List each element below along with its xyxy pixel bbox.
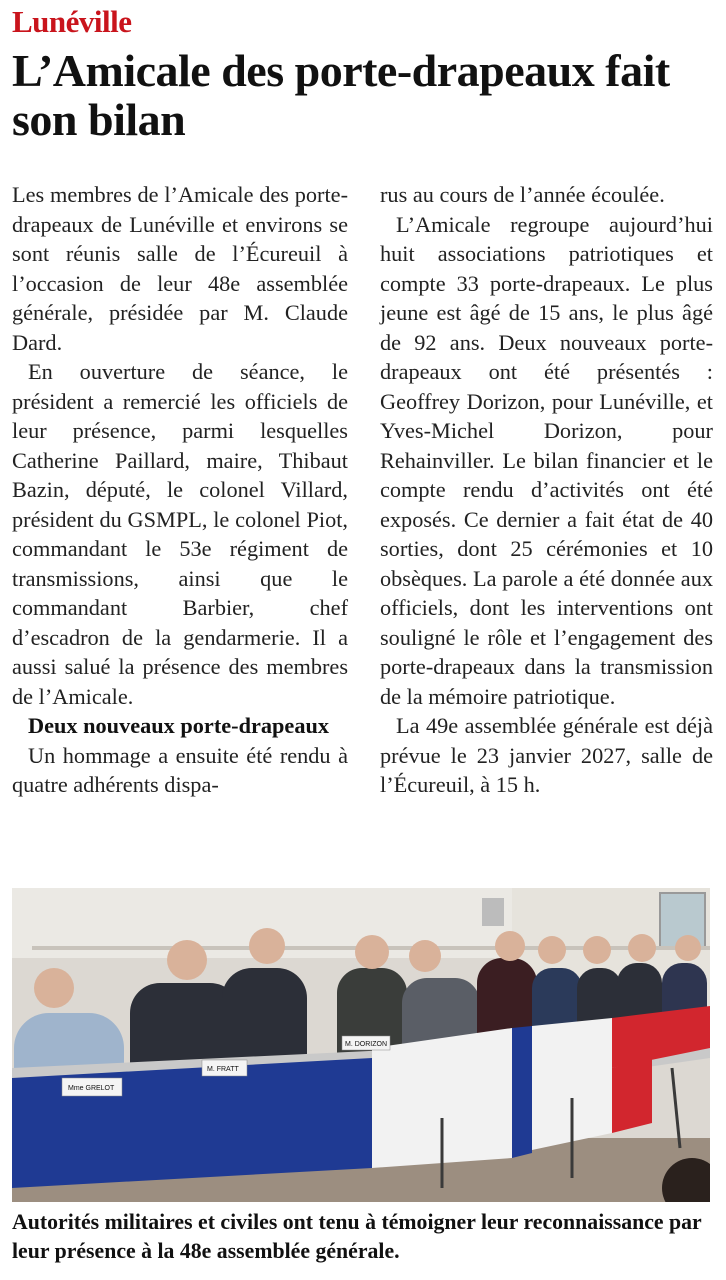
meeting-photo (12, 888, 710, 1202)
article-column-right (380, 180, 713, 800)
nameplate-grelot: Mme GRELOT (68, 1085, 115, 1092)
paragraph-tribute-continued: rus au cours de l’année écoulée. (380, 182, 665, 207)
nameplate-dorizon: M. DORIZON (345, 1041, 387, 1048)
nameplate-fratt: M. FRATT (207, 1066, 239, 1073)
paragraph-tribute: Un hommage a ensuite été rendu à quatre adhérents dispa- (12, 742, 348, 797)
paragraph-association-stats: L’Amicale regroupe aujourd’hui huit associations patriotiques et compte 33 porte-drapeaux. Le plus jeune est âgé de 15 ans, le plus âgé de 92 ans. Deux nouveaux porte-drapeaux ont été présentés : Geoffrey Dorizon, pour Lunéville, et Yves-Michel Dorizon, pour Rehainviller. Le bilan financier et le compte rendu d’activités ont été exposés. Ce dernier a fait état de 40 sorties, dont 25 cérémonies et 10 obsèques. La parole a été donnée aux officiels, dont les interventions ont souligné le rôle et l’engagement des porte-drapeaux dans la transmission de la mémoire patriotique. (380, 211, 713, 709)
article-headline: L’Amicale des porte-drapeaux fait son bilan (12, 45, 670, 145)
paragraph-officials: En ouverture de séance, le président a remercié les officiels de leur présence, parmi lesquelles Catherine Paillard, maire, Thibaut Bazin, député, le colonel Villard, président du GSMPL, le colonel Piot, commandant le 53e régiment de transmissions, ainsi que le commandant Barbier, chef d’escadron de la gendarmerie. Il a aussi salué la présence des membres de l’Amicale. (12, 359, 348, 709)
section-kicker: Lunéville (12, 4, 132, 39)
paragraph-next-assembly: La 49e assemblée générale est déjà prévue le 23 janvier 2027, salle de l’Écureuil, à 15 h. (380, 713, 713, 797)
article-subhead: Deux nouveaux porte-drapeaux (28, 713, 330, 738)
photo-caption: Autorités militaires et civiles ont tenu à témoigner leur reconnaissance par leur présence à la 48e assemblée générale. (12, 1210, 702, 1263)
paragraph-intro: Les membres de l’Amicale des porte-drapeaux de Lunéville et environs se sont réunis salle de l’Écureuil à l’occasion de leur 48e assemblée générale, présidée par M. Claude Dard. (12, 182, 348, 355)
article-column-left (12, 180, 348, 800)
